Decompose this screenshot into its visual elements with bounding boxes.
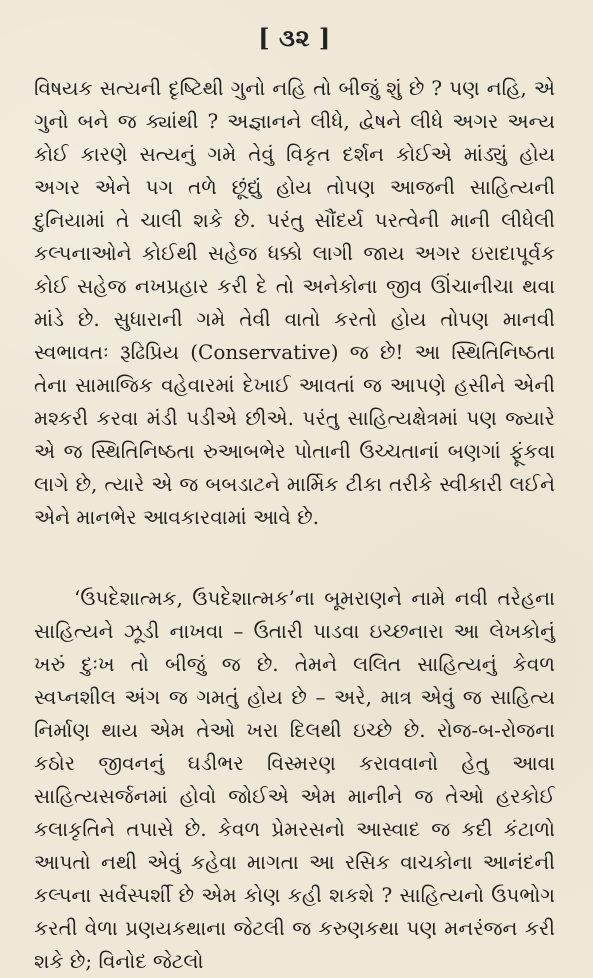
- page-number: [ ૩૨ ]: [258, 23, 331, 52]
- paragraph: વિષયક સત્યની દૃષ્ટિથી ગુનો નહિ તો બીજું શું છે ? પણ નહિ, એ ગુનો બને જ ક્યાંથી ? અજ્ઞાનને લીધે, દ્વેષને લીધે અગર અન્ય કોઈ કારણે સત્યનું ગમે તેવું વિકૃત દર્શન કોઈએ માંડ્યું હોય અગર એને પગ તળે છૂંદ્યું હોય તોપણ આજની સાહિત્યની દુનિયામાં તે ચાલી શકે છે. પરંતુ સૌંદર્ય પરત્વેની માની લીધેલી કલ્પનાઓને કોઈથી સહેજ ધક્કો લાગી જાય અગર ઇરાદાપૂર્વક કોઈ સહેજ નખપ્રહાર કરી દે તો અનેકોના જીવ ઊંચાનીચા થવા માંડે છે. સુધારાની ગમે તેવી વાતો કરતો હોય તોપણ માનવી સ્વભાવતઃ રૂઢિપ્રિય (Conservative) જ છે! આ સ્થિતિનિષ્ઠતા તેના સામાજિક વહેવારમાં દેખાઈ આવતાં જ આપણે હસીને એની મશ્કરી કરવા મંડી પડીએ છીએ. પરંતુ સાહિત્યક્ષેત્રમાં પણ જ્યારે એ જ સ્થિતિનિષ્ઠતા રુઆબભેર પોતાની ઉચ્ચતાનાં બણગાં ફૂંકવા લાગે છે, ત્યારે એ જ બબડાટને માર્મિક ટીકા તરીકે સ્વીકારી લઈને એને માનભેર આવકારવામાં આવે છે.: [34, 76, 555, 529]
- paragraph: ‘ઉપદેશાત્મક, ઉપદેશાત્મક’ના બૂમરાણને નામે નવી તરેહના સાહિત્યને ઝૂડી નાખવા – ઉતારી પાડવા ઇચ્છનારા આ લેખકોનું ખરું દુઃખ તો બીજું જ છે. તેમને લલિત સાહિત્યનું કેવળ સ્વપ્નશીલ અંગ જ ગમતું હોય છે – અરે, માત્ર એવું જ સાહિત્ય નિર્માણ થાય એમ તેઓ ખરા દિલથી ઇચ્છે છે. રોજ-બ-રોજના કઠોર જીવનનું ઘડીભર વિસ્મરણ કરાવવાનો હેતુ આવા સાહિત્યસર્જનમાં હોવો જોઈએ એમ માનીને જ તેઓ હરકોઈ કલાકૃતિને તપાસે છે. કેવળ પ્રેમરસનો આસ્વાદ જ કદી કંટાળો આપતો નથી એવું કહેવા માગતા આ રસિક વાચકોના આનંદની કલ્પના સર્વસ્પર્શી છે એમ કોણ કહી શકશે ? સાહિત્યનો ઉપભોગ કરતી વેળા પ્રણયકથાના જેટલી જ કરુણકથા પણ મનરંજન કરી શકે છે; વિનોદ જેટલો: [34, 586, 555, 973]
